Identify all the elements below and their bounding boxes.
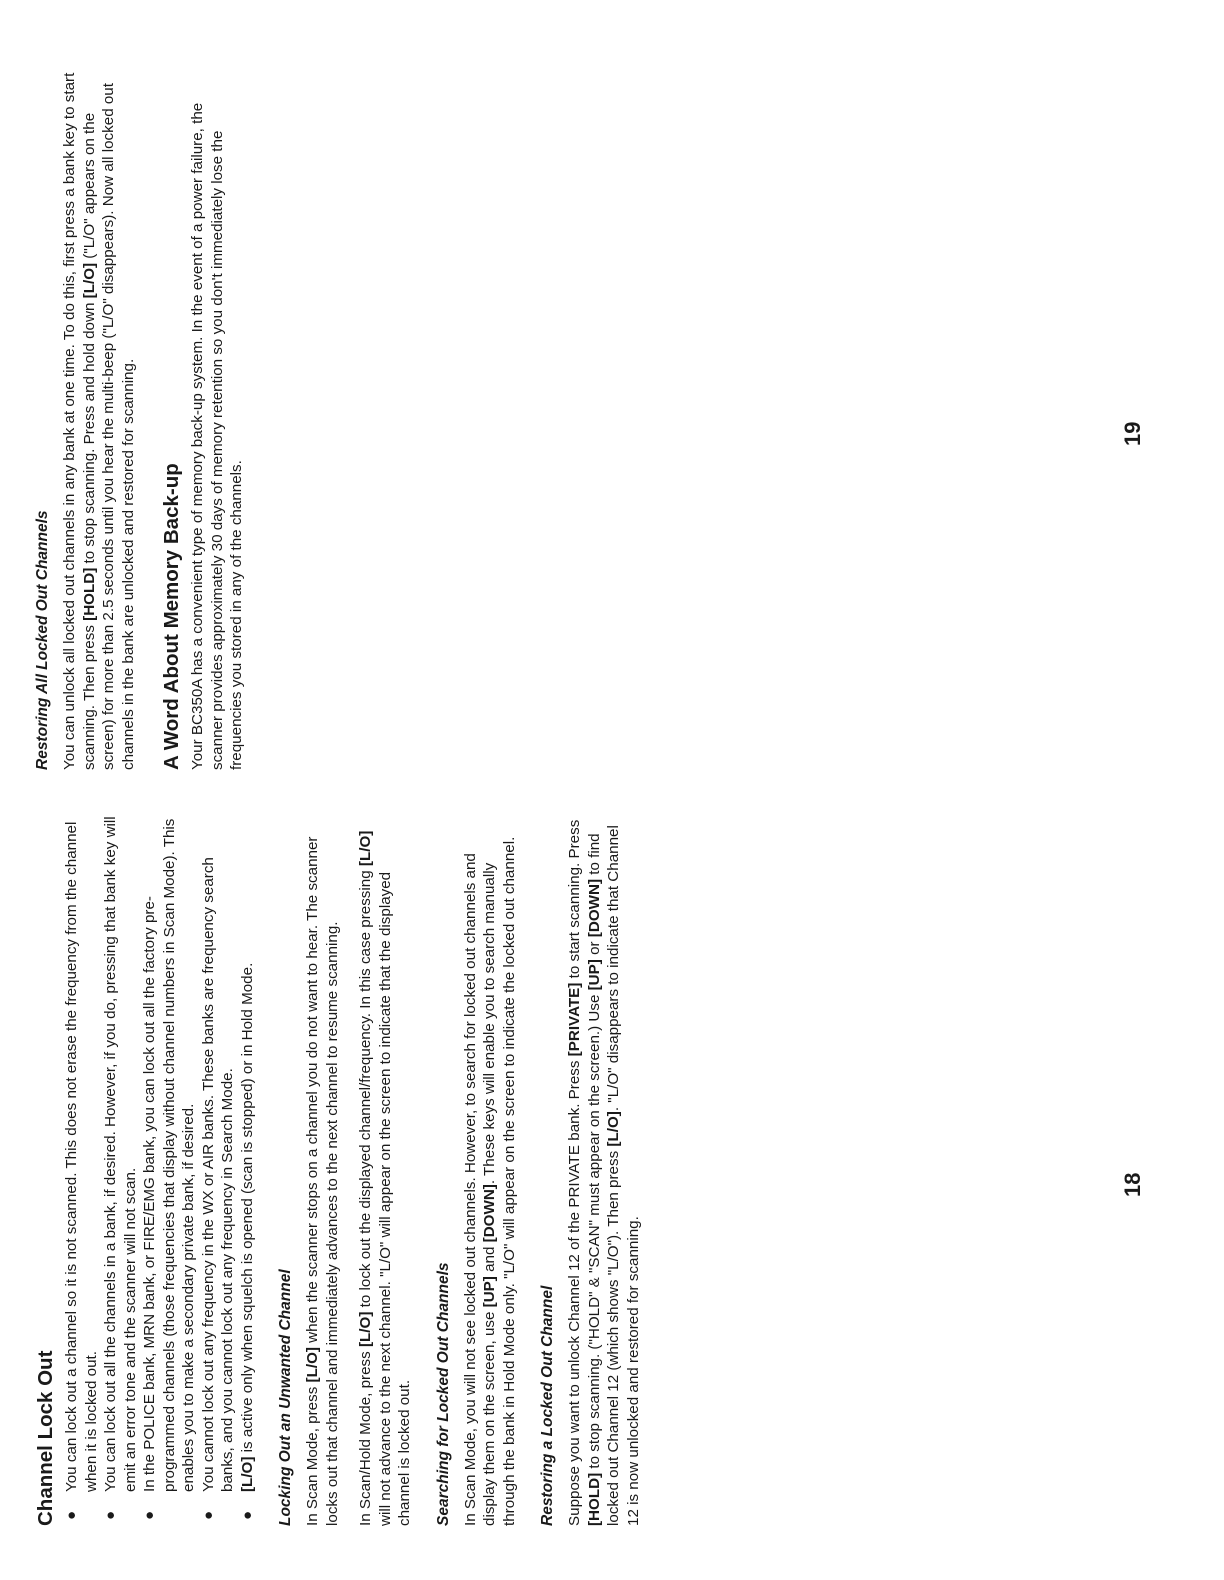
bullet-text: You can lock out a channel so it is not scanned. This does not erase the frequency from the channel when it is locked out. bbox=[63, 821, 100, 1492]
left-page-column bbox=[34, 816, 657, 1526]
key-label: [DOWN] bbox=[481, 1184, 498, 1243]
bullet-item bbox=[238, 816, 258, 1526]
key-label: [L/O] bbox=[357, 1311, 374, 1348]
key-label: [UP] bbox=[585, 959, 603, 991]
key-label: [L/O] bbox=[357, 830, 374, 867]
key-label: [L/O] bbox=[80, 262, 98, 299]
bullet-text: In the POLICE bank, MRN bank, or FIRE/EMG bank, you can lock out all the factory pre-programmed channels (those frequencies that display without channel numbers in Scan Mode). This enables you to make a secondary private bank, if desired. bbox=[141, 818, 197, 1492]
key-label: [UP] bbox=[481, 1276, 498, 1308]
paragraph: You can unlock all locked out channels in any bank at one time. To do this, first press a bank key to start scanning. Then press [HOLD] to stop scanning. Press and hold down [L/O] ("L/O" appears on the screen) for more than 2.5 seconds until you hear the multi-beep ("L/O" disappears). Now all locked out channels in the bank are unlocked and restored for scanning. bbox=[61, 72, 137, 770]
subheading-restoring-all: Restoring All Locked Out Channels bbox=[34, 510, 51, 770]
bullet-item bbox=[199, 816, 238, 1526]
key-label: [PRIVATE] bbox=[566, 982, 583, 1057]
bullet-text: You cannot lock out any frequency in the WX or AIR banks. These banks are frequency search banks, and you cannot lock out any frequency in Search Mode. bbox=[199, 857, 236, 1492]
paragraph: Suppose you want to unlock Channel 12 of the PRIVATE bank. Press [PRIVATE] to start scanning. Press [HOLD] to stop scanning. ("HOLD" & "SCAN" must appear on the screen.) Use [UP] or [DOWN] to find locked out Channel 12 (which shows "L/O"). Then press [L/O]. "L/O" disappears to indicate that Channel 12 is now unlocked and restored for scanning. bbox=[566, 819, 642, 1526]
section-heading-channel-lock-out: Channel Lock Out bbox=[34, 1350, 57, 1526]
key-label: [DOWN] bbox=[585, 879, 603, 938]
key-label: [HOLD] bbox=[585, 1472, 603, 1526]
key-label: [L/O] bbox=[304, 1347, 321, 1383]
paragraph: Your BC350A has a convenient type of memory back-up system. In the event of a power failure, the scanner provides approximately 30 days of memory retention so you don't immediately lose the frequencies you stored in any of the channels. bbox=[189, 102, 245, 770]
bullet-item bbox=[62, 816, 101, 1526]
section-heading-memory-backup: A Word About Memory Back-up bbox=[160, 463, 183, 770]
key-label: [L/O] bbox=[605, 1111, 622, 1147]
page-number: 19 bbox=[1120, 421, 1145, 446]
bullet-dot-icon: ● bbox=[102, 1510, 119, 1520]
bullet-dot-icon: ● bbox=[63, 1510, 80, 1520]
subheading-restoring-one: Restoring a Locked Out Channel bbox=[539, 1285, 556, 1526]
bullet-text: You can lock out all the channels in a bank, if desired. However, if you do, pressing that bank key will emit an error tone and the scanner will not scan. bbox=[102, 816, 139, 1492]
lock-out-bullet-list bbox=[62, 816, 257, 1526]
bullet-item bbox=[101, 816, 140, 1526]
bullet-dot-icon: ● bbox=[199, 1510, 217, 1520]
key-label: [L/O] bbox=[238, 1456, 256, 1492]
left-page bbox=[0, 790, 1224, 1580]
bullet-text: [L/O] is active only when squelch is opened (scan is stopped) or in Hold Mode. bbox=[238, 962, 256, 1492]
bullet-dot-icon: ● bbox=[238, 1510, 256, 1520]
paragraph: In Scan Mode, press [L/O] when the scanner stops on a channel you do not want to hear. The scanner locks out that channel and immediately advances to the next channel to resume scanning. bbox=[304, 836, 341, 1526]
key-label: [HOLD] bbox=[80, 567, 98, 621]
bullet-dot-icon: ● bbox=[141, 1510, 158, 1520]
paragraph: In Scan/Hold Mode, press [L/O] to lock out the displayed channel/frequency. In this case pressing [L/O] will not advance to the next channel. "L/O" will appear on the screen to indicate that the displayed channel is locked out. bbox=[357, 830, 413, 1526]
right-page-column bbox=[34, 60, 261, 770]
page-number: 18 bbox=[1120, 1172, 1145, 1197]
paragraph: In Scan Mode, you will not see locked out channels. However, to search for locked out channels and display them on the screen, use [UP] and [DOWN]. These keys will enable you to search manually through the bank in Hold Mode only. "L/O" will appear on the screen to indicate the locked out channel. bbox=[461, 836, 518, 1526]
subheading-searching: Searching for Locked Out Channels bbox=[434, 1262, 452, 1526]
bullet-item bbox=[140, 816, 199, 1526]
subheading-locking-out: Locking Out an Unwanted Channel bbox=[277, 1269, 294, 1526]
